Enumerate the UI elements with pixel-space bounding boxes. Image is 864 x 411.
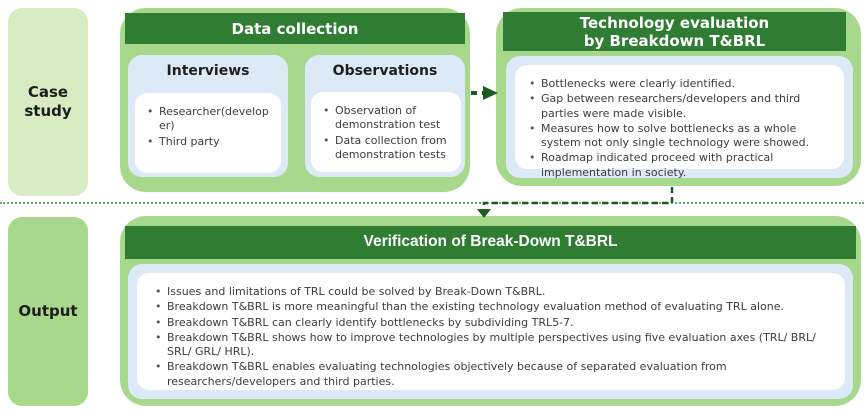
technology-evaluation-title-line2: by Breakdown T&BRL xyxy=(583,31,766,50)
dashed-right-arrow-icon xyxy=(471,86,498,100)
data-collection-title: Data collection xyxy=(231,19,359,38)
case-study-label: Case study xyxy=(8,8,88,196)
list-item: • Measures how to solve bottlenecks as a whole system not only single technology were showed. xyxy=(525,122,828,151)
list-item: • Researcher(developer) xyxy=(143,105,273,134)
technology-evaluation-list xyxy=(515,65,844,179)
verification-title: Verification of Break-Down T&BRL xyxy=(363,233,618,251)
verification-header xyxy=(125,226,856,259)
list-item: • Data collection from demonstration tests xyxy=(319,134,453,163)
list-item: • Roadmap indicated proceed with practical implementation in society. xyxy=(525,151,828,180)
interviews-panel xyxy=(128,55,288,177)
technology-evaluation-title-line1: Technology evaluation xyxy=(579,13,770,32)
interviews-list xyxy=(135,93,281,173)
list-item: • Breakdown T&BRL enables evaluating technologies objectively because of separated evaluation from researchers/developers and third parties. xyxy=(151,360,827,389)
list-item: • Issues and limitations of TRL could be solved by Break-Down T&BRL. xyxy=(151,285,827,299)
data-collection-header xyxy=(125,13,465,44)
list-item: • Bottlenecks were clearly identified. xyxy=(525,77,828,91)
list-item: • Third party xyxy=(143,135,273,149)
technology-evaluation-panel xyxy=(506,56,853,178)
verification-panel xyxy=(128,264,853,399)
list-item: • Gap between researchers/developers and third parties were made visible. xyxy=(525,92,828,121)
verification-group xyxy=(120,216,861,406)
observations-title: Observations xyxy=(332,63,438,79)
list-item: • Observation of demonstration test xyxy=(319,104,453,133)
verification-list xyxy=(137,273,845,390)
list-item: • Breakdown T&BRL shows how to improve technologies by multiple perspectives using five evaluation axes (TRL/ BRL/ SRL/ GRL/ HRL). xyxy=(151,331,827,360)
list-item: • Breakdown T&BRL is more meaningful than the existing technology evaluation method of evaluating TRL alone. xyxy=(151,300,827,314)
output-label: Output xyxy=(8,217,88,406)
observations-panel xyxy=(305,55,465,177)
technology-evaluation-group xyxy=(496,8,861,186)
list-item: • Breakdown T&BRL can clearly identify bottlenecks by subdividing TRL5-7. xyxy=(151,316,827,330)
section-divider xyxy=(0,202,864,204)
observations-list xyxy=(311,92,461,172)
technology-evaluation-header xyxy=(503,12,846,51)
interviews-title: Interviews xyxy=(166,63,250,79)
data-collection-group xyxy=(120,8,470,192)
